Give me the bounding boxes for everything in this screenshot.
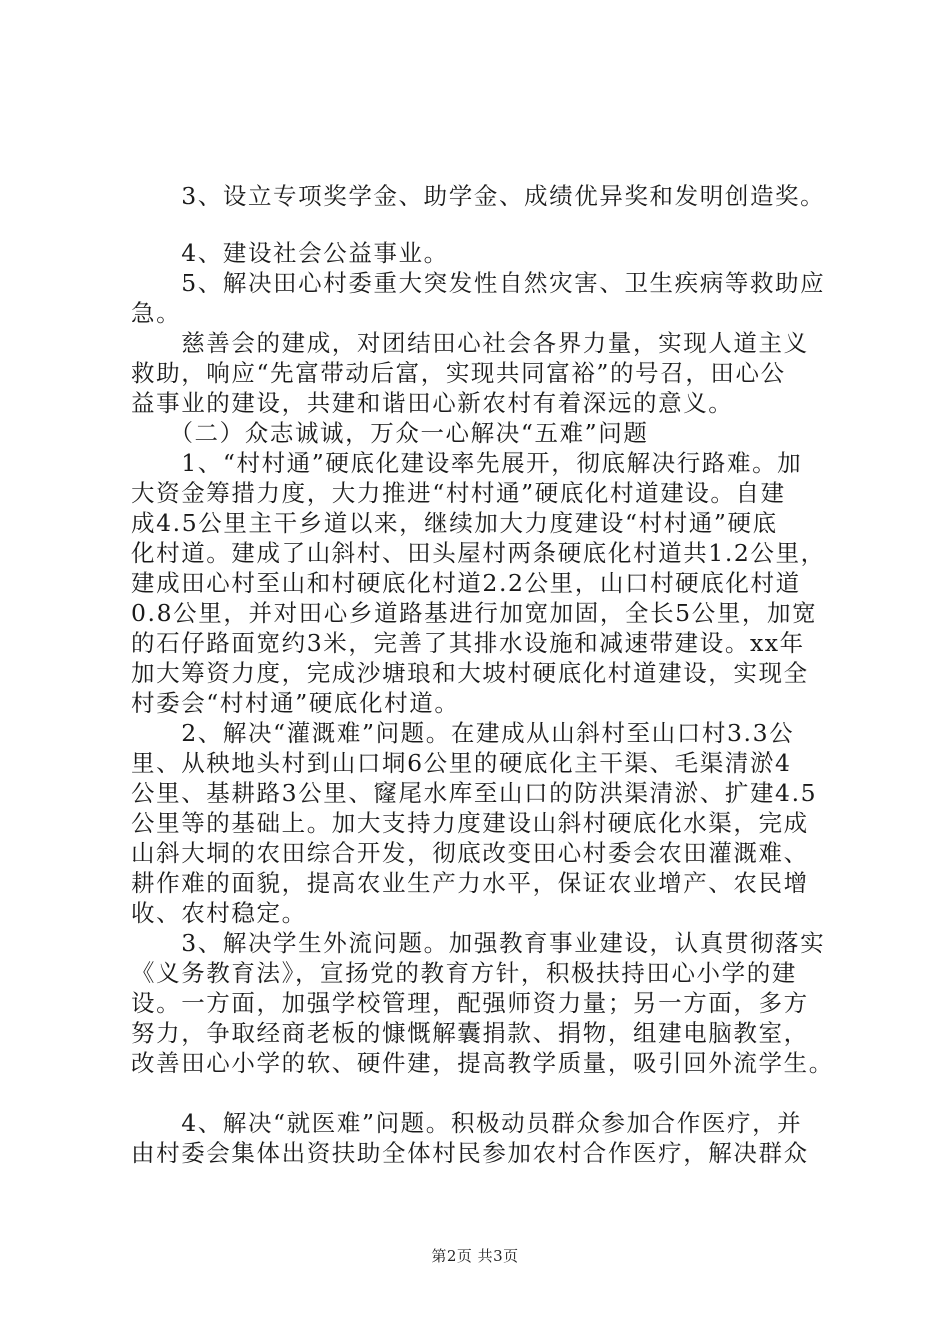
paragraph-line: 由村委会集体出资扶助全体村民参加农村合作医疗，解决群众 xyxy=(131,1139,809,1167)
paragraph-line: 3、解决学生外流问题。加强教育事业建设，认真贯彻落实 xyxy=(131,929,826,957)
paragraph-line: 耕作难的面貌，提高农业生产力水平，保证农业增产、农民增 xyxy=(131,869,809,897)
paragraph-line: 建成田心村至山和村硬底化村道2.2公里，山口村硬底化村道 xyxy=(131,569,801,597)
paragraph-line: 公里等的基础上。加大支持力度建设山斜村硬底化水渠，完成 xyxy=(131,809,809,837)
paragraph-line: 村委会“村村通”硬底化村道。 xyxy=(131,689,460,717)
section-heading: （二）众志诚诚，万众一心解决“五难”问题 xyxy=(131,419,649,447)
page-number-footer: 第2页 共3页 xyxy=(431,1247,519,1265)
paragraph-line: 《义务教育法》，宣扬党的教育方针，积极扶持田心小学的建 xyxy=(131,959,797,987)
paragraph-line: 的石仔路面宽约3米，完善了其排水设施和减速带建设。xx年 xyxy=(131,629,805,657)
paragraph-line: 2、解决“灌溉难”问题。在建成从山斜村至山口村3.3公 xyxy=(131,719,795,747)
paragraph-line: 成4.5公里主干乡道以来，继续加大力度建设“村村通”硬底 xyxy=(131,509,778,537)
paragraph-line: 设。一方面，加强学校管理，配强师资力量；另一方面，多方 xyxy=(131,989,809,1017)
paragraph-line: 努力，争取经商老板的慷慨解囊捐款、捐物，组建电脑教室， xyxy=(131,1019,809,1047)
paragraph-line: 大资金筹措力度，大力推进“村村通”硬底化村道建设。自建 xyxy=(131,479,786,507)
paragraph-line: 急。 xyxy=(131,299,182,327)
paragraph-line: 改善田心小学的软、硬件建，提高教学质量，吸引回外流学生。 xyxy=(131,1049,834,1077)
paragraph-line: 慈善会的建成，对团结田心社会各界力量，实现人道主义 xyxy=(131,329,809,357)
paragraph-line: 3、设立专项奖学金、助学金、成绩优异奖和发明创造奖。 xyxy=(131,182,826,210)
paragraph-line: 4、解决“就医难”问题。积极动员群众参加合作医疗，并 xyxy=(131,1109,803,1137)
paragraph-line: 0.8公里，并对田心乡道路基进行加宽加固，全长5公里，加宽 xyxy=(131,599,818,627)
paragraph-line: 4、建设社会公益事业。 xyxy=(131,239,449,267)
paragraph-line: 救助，响应“先富带动后富，实现共同富裕”的号召，田心公 xyxy=(131,359,786,387)
paragraph-line: 收、农村稳定。 xyxy=(131,899,307,927)
paragraph-line: 里、从秧地头村到山口垌6公里的硬底化主干渠、毛渠清淤4 xyxy=(131,749,792,777)
paragraph-line: 5、解决田心村委重大突发性自然灾害、卫生疾病等救助应 xyxy=(131,269,826,297)
paragraph-line: 公里、基耕路3公里、窿尾水库至山口的防洪渠清淤、扩建4.5 xyxy=(131,779,818,807)
paragraph-line: 益事业的建设，共建和谐田心新农村有着深远的意义。 xyxy=(131,389,734,417)
paragraph-line: 化村道。建成了山斜村、田头屋村两条硬底化村道共1.2公里， xyxy=(131,539,826,567)
paragraph-line: 1、“村村通”硬底化建设率先展开，彻底解决行路难。加 xyxy=(131,449,803,477)
paragraph-line: 山斜大垌的农田综合开发，彻底改变田心村委会农田灌溉难、 xyxy=(131,839,809,867)
paragraph-line: 加大筹资力度，完成沙塘琅和大坡村硬底化村道建设，实现全 xyxy=(131,659,809,687)
